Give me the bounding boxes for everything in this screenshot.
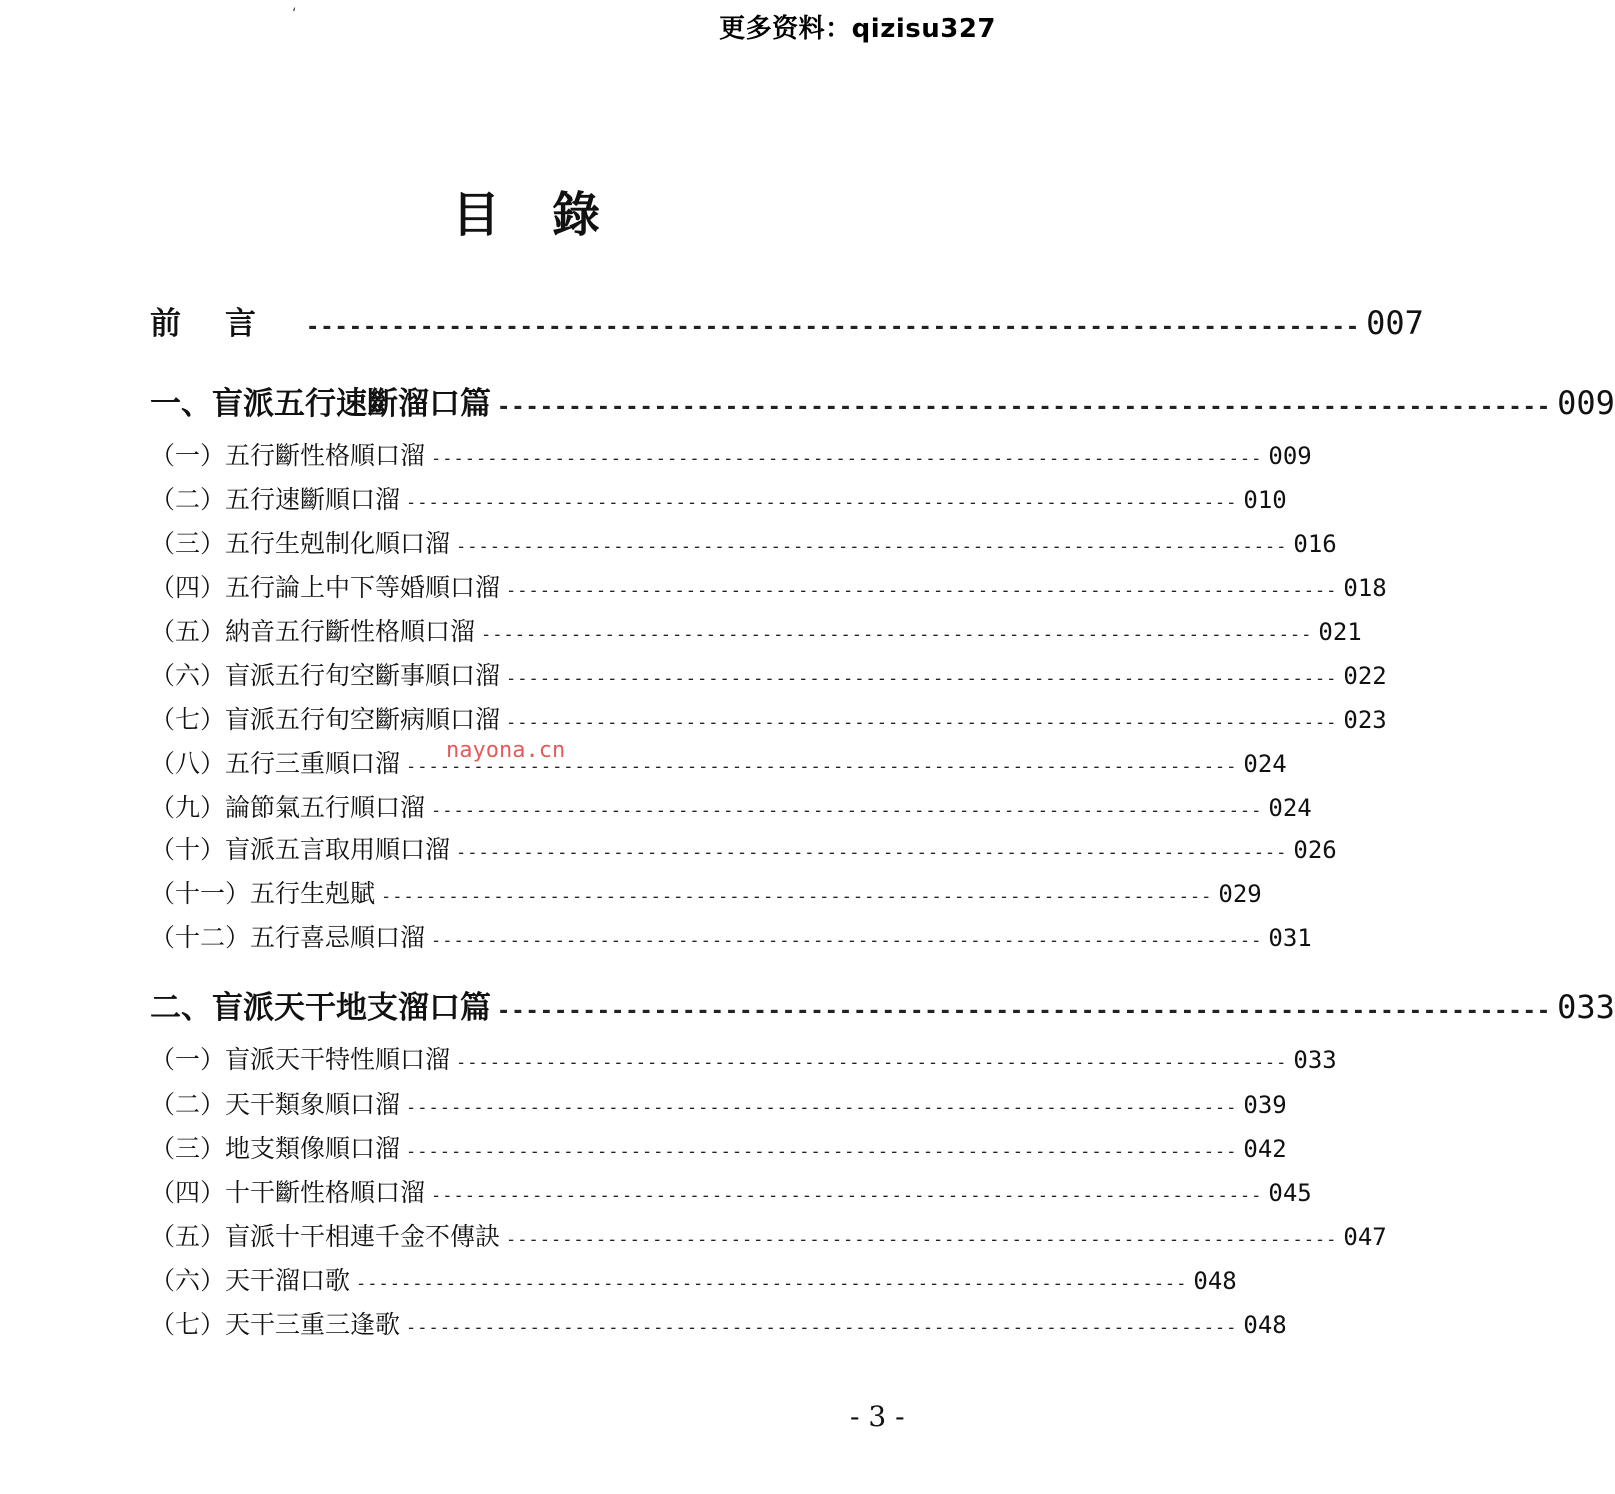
toc-page: 010: [1243, 486, 1287, 514]
stray-mark: ‘: [292, 6, 297, 22]
toc-label: （一）五行斷性格順口溜: [150, 441, 426, 470]
toc-label: 一、盲派五行速斷溜口篇: [150, 386, 491, 422]
leader-dots: --------------------------------------------------------------------------: [456, 843, 1288, 863]
page-title: 目錄: [451, 187, 652, 243]
leader-dots: --------------------------------------------------------------------------: [506, 1230, 1338, 1250]
leader-dots: --------------------------------------------------------------------------: [506, 581, 1338, 601]
toc-item[interactable]: [150, 918, 1312, 954]
toc-page: 048: [1243, 1311, 1287, 1339]
toc-label: （九）論節氣五行順口溜: [150, 793, 426, 822]
toc-item[interactable]: [150, 656, 1387, 692]
leader-dots: --------------------------------------------------------------------------: [431, 931, 1263, 951]
toc-page: 007: [1366, 304, 1424, 342]
toc-item[interactable]: [150, 874, 1262, 910]
toc-item[interactable]: [150, 524, 1337, 560]
toc-page: 039: [1243, 1091, 1287, 1119]
toc-page: 021: [1318, 618, 1362, 646]
toc-page: 033: [1293, 1046, 1337, 1074]
toc-page: 016: [1293, 530, 1337, 558]
toc-item[interactable]: [150, 1261, 1237, 1297]
toc-label: （七）盲派五行旬空斷病順口溜: [150, 705, 501, 734]
toc-page: 009: [1557, 384, 1615, 422]
toc-label: （六）天干溜口歌: [150, 1266, 351, 1295]
toc-label: （十一）五行生剋賦: [150, 879, 376, 908]
toc-label: （四）十干斷性格順口溜: [150, 1178, 426, 1207]
toc-entry-preface[interactable]: [150, 298, 1424, 343]
page-number: - 3 -: [850, 1400, 905, 1433]
leader-dots: --------------------------------------------------------------------------: [506, 669, 1338, 689]
toc-label: （十二）五行喜忌順口溜: [150, 923, 426, 952]
toc-item[interactable]: [150, 568, 1387, 604]
toc-section-2[interactable]: [150, 982, 1615, 1027]
leader-dots: --------------------------------------------------------------------------: [456, 1053, 1288, 1073]
toc-label: （五）盲派十干相連千金不傳訣: [150, 1222, 501, 1251]
toc-item[interactable]: [150, 1129, 1287, 1165]
leader-dots: --------------------------------------------------------------------------: [506, 713, 1338, 733]
leader-dots: --------------------------------------------------------------------------: [406, 493, 1238, 513]
top-watermark: 更多资料：qizisu327: [719, 14, 996, 44]
toc-page: 024: [1268, 794, 1312, 822]
leader-dots: --------------------------------------------------------------------------: [406, 1142, 1238, 1162]
toc-label: （四）五行論上中下等婚順口溜: [150, 573, 501, 602]
leader-dots: --------------------------------------------------------------------------: [381, 887, 1213, 907]
toc-item[interactable]: [150, 700, 1387, 736]
toc-page: 018: [1343, 574, 1387, 602]
leader-dots: --------------------------------------------------------------------------: [406, 1098, 1238, 1118]
toc-label: 二、盲派天干地支溜口篇: [150, 990, 491, 1026]
toc-item[interactable]: [150, 788, 1312, 824]
toc-item[interactable]: [150, 1040, 1337, 1076]
toc-label: （三）五行生剋制化順口溜: [150, 529, 451, 558]
toc-page: 026: [1293, 836, 1337, 864]
leader-dots: --------------------------------------------------------------------------: [431, 1186, 1263, 1206]
toc-item[interactable]: [150, 1217, 1387, 1253]
leader-dots: --------------------------------------------------------------------------: [481, 625, 1313, 645]
toc-page: 009: [1268, 442, 1312, 470]
toc-label: （八）五行三重順口溜: [150, 749, 401, 778]
leader-dots: --------------------------------------------------------------------------: [356, 1274, 1188, 1294]
toc-page: 022: [1343, 662, 1387, 690]
toc-label: （六）盲派五行旬空斷事順口溜: [150, 661, 501, 690]
toc-page: 024: [1243, 750, 1287, 778]
toc-label: （二）五行速斷順口溜: [150, 485, 401, 514]
toc-item[interactable]: [150, 480, 1287, 516]
toc-page: 045: [1268, 1179, 1312, 1207]
toc-item[interactable]: [150, 436, 1312, 472]
leader-dots: --------------------------------------------------------------------------: [406, 1318, 1238, 1338]
toc-item[interactable]: [150, 1085, 1287, 1121]
toc-section-1[interactable]: [150, 378, 1615, 423]
toc-item[interactable]: [150, 830, 1337, 866]
toc-label: （五）納音五行斷性格順口溜: [150, 617, 476, 646]
toc-page: 031: [1268, 924, 1312, 952]
leader-dots: --------------------------------------------------------------------------: [431, 801, 1263, 821]
leader-dots: --------------------------------------------------------------------------: [431, 449, 1263, 469]
leader-dots: --------------------------------------------------------------------------: [406, 757, 1238, 777]
leader-dots: --------------------------------------------------------------------------: [306, 315, 1361, 340]
leader-dots: --------------------------------------------------------------------------: [497, 999, 1552, 1024]
toc-label: （三）地支類像順口溜: [150, 1134, 401, 1163]
toc-page: 029: [1218, 880, 1262, 908]
toc-page: 042: [1243, 1135, 1287, 1163]
toc-label: （一）盲派天干特性順口溜: [150, 1045, 451, 1074]
toc-label: （二）天干類象順口溜: [150, 1090, 401, 1119]
toc-label: （七）天干三重三逢歌: [150, 1310, 401, 1339]
site-watermark: nayona.cn: [446, 738, 566, 763]
toc-item[interactable]: [150, 612, 1362, 648]
toc-page: 047: [1343, 1223, 1387, 1251]
leader-dots: --------------------------------------------------------------------------: [456, 537, 1288, 557]
toc-item[interactable]: [150, 1173, 1312, 1209]
toc-page: 048: [1193, 1267, 1237, 1295]
leader-dots: --------------------------------------------------------------------------: [497, 395, 1552, 420]
toc-label: （十）盲派五言取用順口溜: [150, 835, 451, 864]
toc-page: 033: [1557, 988, 1615, 1026]
toc-label: 前言: [150, 306, 300, 342]
toc-page: 023: [1343, 706, 1387, 734]
toc-item[interactable]: [150, 1305, 1287, 1341]
